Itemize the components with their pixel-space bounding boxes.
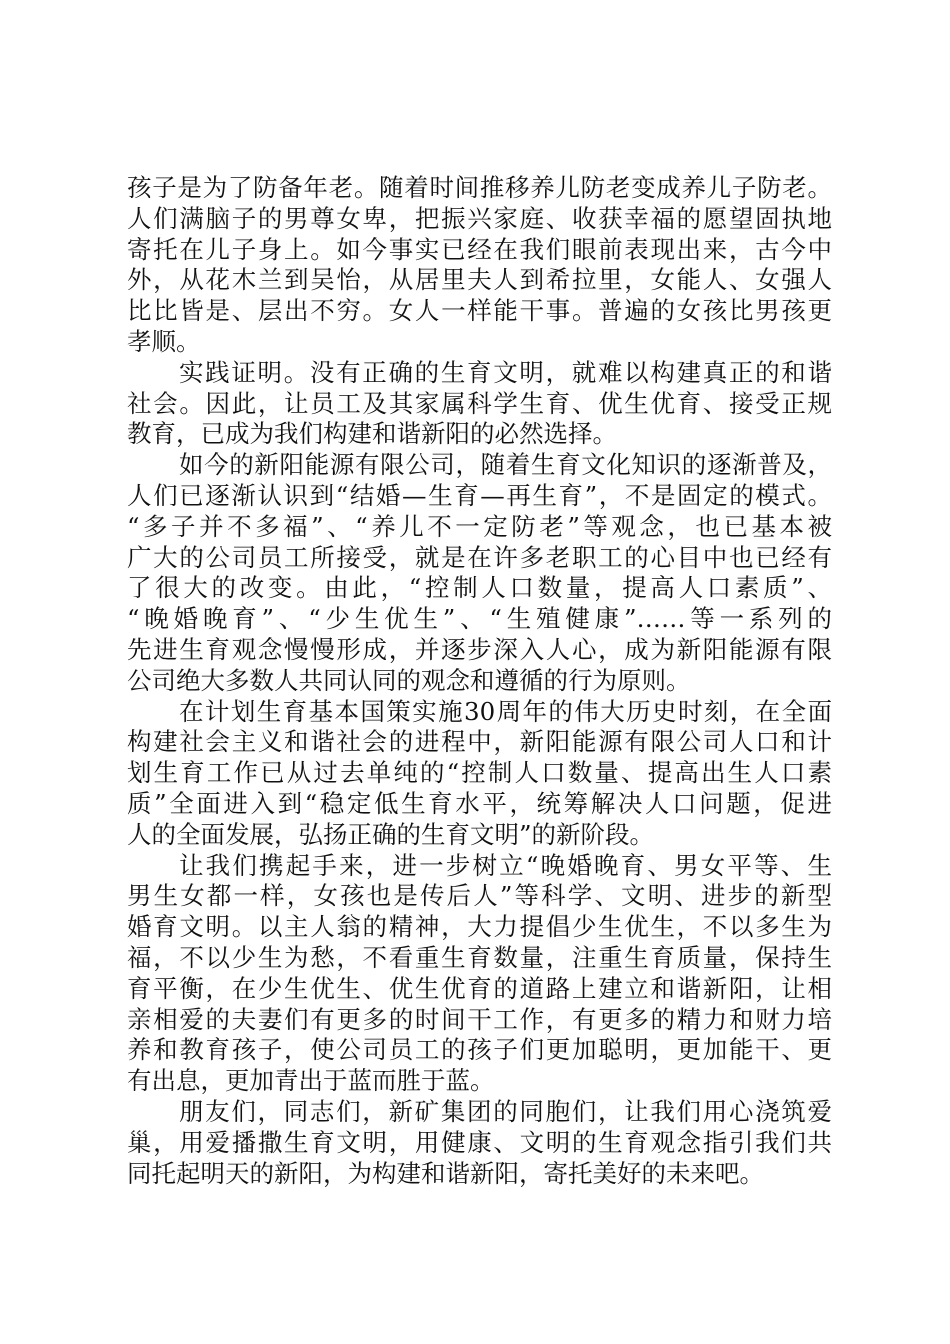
- text-line: 婚育文明。以主人翁的精神，大力提倡少生优生，不以多生为: [127, 912, 832, 942]
- text-line: 育平衡，在少生优生、优生优育的道路上建立和谐新阳，让相: [127, 973, 832, 1003]
- text-line: 同托起明天的新阳，为构建和谐新阳，寄托美好的未来吧。: [127, 1158, 764, 1188]
- text-line: 亲相爱的夫妻们有更多的时间干工作，有更多的精力和财力培: [127, 1004, 832, 1034]
- text-line: 让我们携起手来，进一步树立“晚婚晚育、男女平等、生: [179, 850, 832, 880]
- text-line: 先进生育观念慢慢形成，并逐步深入人心，成为新阳能源有限: [127, 634, 832, 664]
- text-line: 在计划生育基本国策实施30周年的伟大历史时刻，在全面: [179, 696, 832, 726]
- text-line: “多子并不多福”、“养儿不一定防老”等观念，也已基本被: [127, 511, 832, 541]
- text-line: 巢，用爱播撒生育文明，用健康、文明的生育观念指引我们共: [127, 1127, 832, 1157]
- text-line: 质”全面进入到“稳定低生育水平，统筹解决人口问题，促进: [127, 788, 832, 818]
- text-line: 朋友们，同志们，新矿集团的同胞们，让我们用心浇筑爱: [179, 1096, 832, 1126]
- text-line: 人们已逐渐认识到“结婚—生育—再生育”，不是固定的模式。: [127, 480, 832, 510]
- text-line: 教育，已成为我们构建和谐新阳的必然选择。: [127, 419, 617, 449]
- text-line: 孝顺。: [127, 326, 201, 356]
- text-line: 划生育工作已从过去单纯的“控制人口数量、提高出生人口素: [127, 758, 832, 788]
- text-line: 构建社会主义和谐社会的进程中，新阳能源有限公司人口和计: [127, 727, 832, 757]
- text-line: 寄托在儿子身上。如今事实已经在我们眼前表现出来，古今中: [127, 234, 832, 264]
- text-line: 有出息，更加青出于蓝而胜于蓝。: [127, 1066, 495, 1096]
- text-line: 养和教育孩子，使公司员工的孩子们更加聪明，更加能干、更: [127, 1035, 832, 1065]
- text-line: 实践证明。没有正确的生育文明，就难以构建真正的和谐: [179, 357, 832, 387]
- text-line: 孩子是为了防备年老。随着时间推移养儿防老变成养儿子防老。: [127, 173, 832, 202]
- text-line: 福，不以少生为愁，不看重生育数量，注重生育质量，保持生: [127, 942, 832, 972]
- text-line: 广大的公司员工所接受，就是在许多老职工的心目中也已经有: [127, 542, 832, 572]
- text-line: 比比皆是、层出不穷。女人一样能干事。普遍的女孩比男孩更: [127, 296, 832, 326]
- text-line: 了很大的改变。由此，“控制人口数量，提高人口素质”、: [127, 573, 832, 603]
- body-text: [127, 173, 832, 1189]
- text-line: 公司绝大多数人共同认同的观念和遵循的行为原则。: [127, 665, 691, 695]
- text-line: “晚婚晚育”、“少生优生”、“生殖健康”……等一系列的: [127, 604, 832, 634]
- text-line: 人的全面发展，弘扬正确的生育文明”的新阶段。: [127, 819, 655, 849]
- text-line: 人们满脑子的男尊女卑，把振兴家庭、收获幸福的愿望固执地: [127, 203, 832, 233]
- text-line: 男生女都一样，女孩也是传后人”等科学、文明、进步的新型: [127, 881, 832, 911]
- text-line: 社会。因此，让员工及其家属科学生育、优生优育、接受正规: [127, 388, 832, 418]
- text-line: 如今的新阳能源有限公司，随着生育文化知识的逐渐普及，: [179, 450, 832, 480]
- text-line: 外，从花木兰到吴怡，从居里夫人到希拉里，女能人、女强人: [127, 265, 832, 295]
